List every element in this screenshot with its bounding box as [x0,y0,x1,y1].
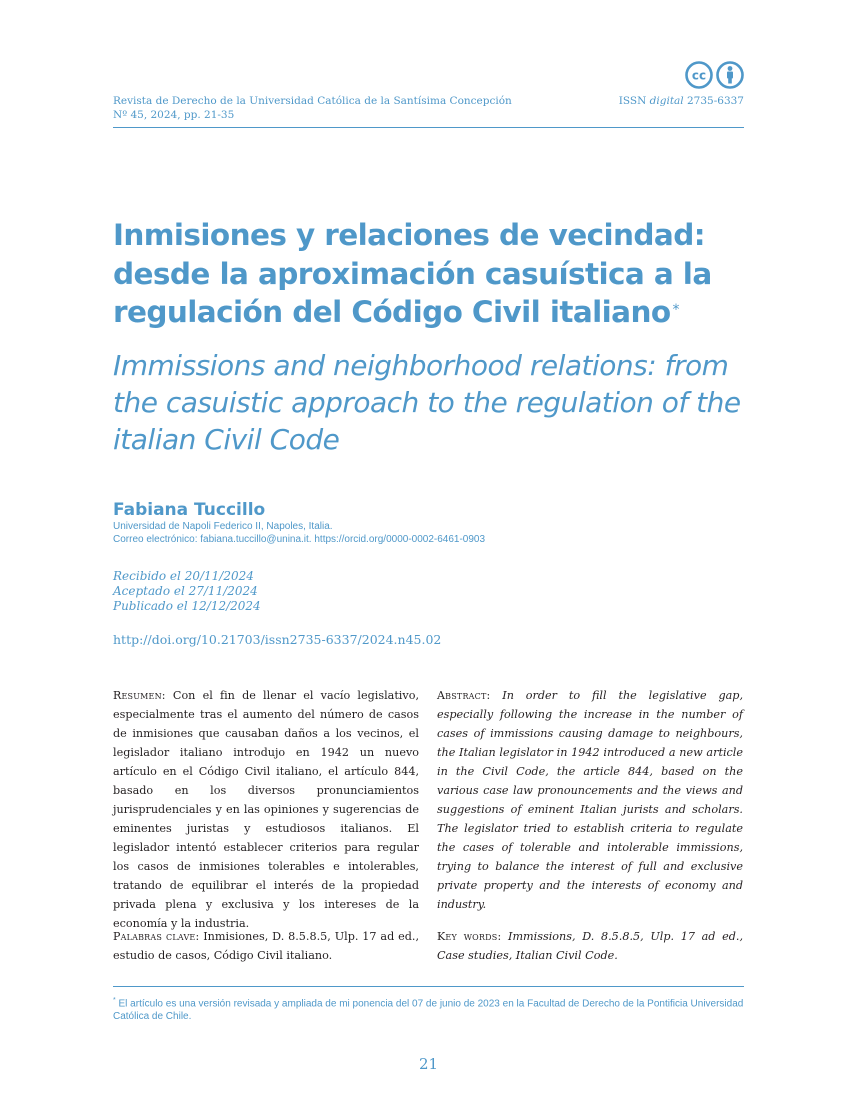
journal-header [113,94,512,122]
keywords-spanish [113,927,419,965]
footnote [113,994,748,1023]
page-number: 21 [418,1055,439,1073]
title-spanish-text: Inmisiones y relaciones de vecindad: desde la aproximación casuística a la regulación del Código Civil italiano [113,218,712,329]
doi-link[interactable]: http://doi.org/10.21703/issn2735-6337/2024.n45.02 [113,632,442,647]
svg-text:cc: cc [691,68,707,83]
abstract-block [437,686,743,914]
keywords-english [437,927,743,965]
issn [619,94,744,108]
creative-commons-icon [687,63,712,88]
resumen-block [113,686,419,933]
author-contact[interactable]: Correo electrónico: fabiana.tuccillo@unina.it. https://orcid.org/0000-0002-6461-0903 [113,534,486,545]
issue-info: Nº 45, 2024, pp. 21-35 [113,109,235,121]
attribution-person-icon [718,63,743,88]
title-english: Immissions and neighborhood relations: from the casuistic approach to the regulation of the italian Civil Code [113,349,741,456]
date-received: Recibido el 20/11/2024 [113,569,254,583]
title-spanish [113,216,753,332]
date-accepted: Aceptado el 27/11/2024 [113,584,258,598]
author-affiliation: Universidad de Napoli Federico II, Napoles, Italia. [113,521,333,532]
footnote-mark: * [113,997,116,1004]
resumen-text: Con el fin de llenar el vacío legislativo, especialmente tras el aumento del número de casos de inmisiones que causaban daños a los vecinos, el legislador italiano introdujo en 1942 un nuevo artículo en el Código Civil italiano, el artículo 844, basado en los diversos pronunciamientos jurisprudenciales y en las opiniones y sugerencias de eminentes juristas y estudiosos italianos. El legislador intentó establecer criterios para regular los casos de inmisiones tolerables e intolerables, tratando de equilibrar el interés de la propiedad privada plena y exclusiva y los intereses de la economía y la industria. [113,689,420,930]
abstract-text: In order to fill the legislative gap, especially following the increase in the number of cases of immissions causing damage to neighbours, the Italian legislator in 1942 introduced a new article in the Civil Code, the article 844, based on the various case law pronouncements and the views and suggestions of eminent Italian jurists and scholars. The legislator tried to establish criteria to regulate the cases of tolerable and intolerable immissions, trying to balance the interest of full and exclusive private property and the interests of economy and industry. [437,689,743,911]
footnote-divider [113,986,744,987]
issn-number: 2735-6337 [687,95,744,107]
issn-prefix: ISSN [618,95,647,107]
keywords-es-label: Palabras clave: [113,930,200,943]
author-name: Fabiana Tuccillo [113,500,266,520]
keywords-en-text: Immissions, D. 8.5.8.5, Ulp. 17 ad ed., Case studies, Italian Civil Code. [437,930,744,962]
footnote-text: El artículo es una versión revisada y ampliada de mi ponencia del 07 de junio de 2023 en la Facultad de Derecho de la Pontificia Universidad Católica de Chile. [113,998,744,1023]
abstract-label: Abstract: [437,689,491,702]
date-published: Publicado el 12/12/2024 [113,599,261,613]
license-badge [684,60,746,90]
title-footnote-mark: * [672,302,679,318]
header-divider [113,127,744,128]
keywords-es-text: Inmisiones, D. 8.5.8.5, Ulp. 17 ad ed., estudio de casos, Código Civil italiano. [113,930,419,962]
keywords-en-label: Key words: [437,930,502,943]
issn-digital: digital [649,95,684,107]
resumen-label: Resumen: [113,689,166,702]
publication-dates [113,569,261,614]
journal-name: Revista de Derecho de la Universidad Católica de la Santísima Concepción [113,95,512,107]
